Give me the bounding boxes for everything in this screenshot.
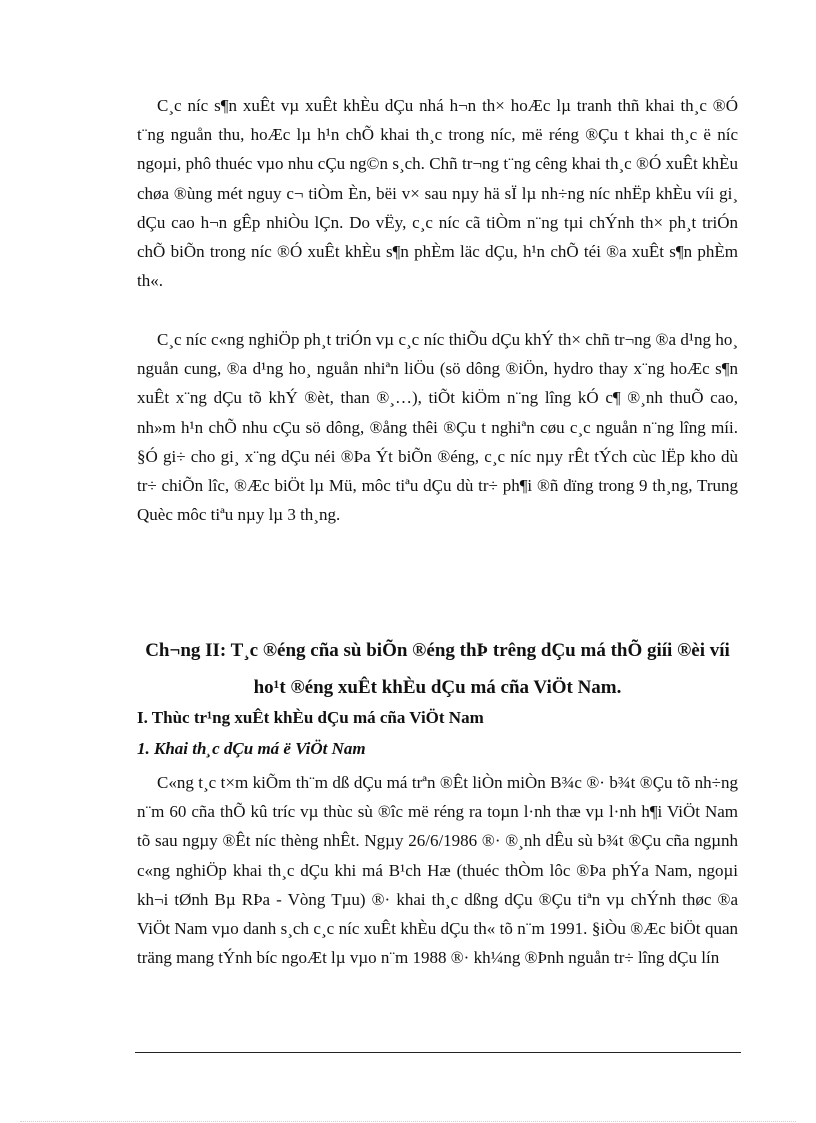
footer-divider bbox=[135, 1052, 741, 1053]
body-paragraph-oil-exporters: C¸c níc s¶n xuÊt vµ xuÊt khÈu dÇu nhá h¬n th× hoÆc lµ tranh thñ khai th¸c ®Ó t¨ng nguån thu, hoÆc lµ h¹n chÕ khai th¸c trong níc, më réng ®Çu t khai th¸c ë níc ngoµi, phô thuéc vµo nhu cÇu ng©n s¸ch. Chñ tr¬ng t¨ng cêng khai th¸c ®Ó xuÊt khÈu chøa ®ùng mét nguy c¬ tiÒm Èn, bëi v× sau nµy hä sÏ lµ nh÷ng níc nhËp khÈu víi gi¸ dÇu cao h¬n gÊp nhiÒu lÇn. Do vËy, c¸c níc cã tiÒm n¨ng tµi chÝnh th× ph¸t triÓn chÕ biÕn trong níc ®Ó xuÊt khÈu s¶n phÈm läc dÇu, h¹n chÕ téi ®a xuÊt s¶n phÈm th«. bbox=[137, 96, 738, 291]
section-heading: I. Thùc tr¹ng xuÊt khÈu dÇu má cña ViÖt Nam bbox=[137, 708, 484, 727]
page-bottom-edge bbox=[20, 1121, 796, 1122]
body-paragraph-vietnam-exploration: C«ng t¸c t×m kiÕm th¨m dß dÇu má trªn ®Êt liÒn miÒn B¾c ®· b¾t ®Çu tõ nh÷ng n¨m 60 cña thÕ kû tríc vµ thùc sù ®îc më réng ra toµn l·nh thæ vµ l·nh h¶i ViÖt Nam tõ sau ngµy ®Êt níc thèng nhÊt. Ngµy 26/6/1986 ®· ®¸nh dÊu sù b¾t ®Çu cña ngµnh c«ng nghiÖp khai th¸c dÇu khi má B¹ch Hæ (thuéc thÒm lôc ®Þa phÝa Nam, ngoµi kh¬i tØnh Bµ RÞa - Vòng Tµu) ®· khai th¸c dßng dÇu ®Çu tiªn vµ chÝnh thøc ®a ViÖt Nam vµo danh s¸ch c¸c níc xuÊt khÈu dÇu th« tõ n¨m 1991. §iÒu ®Æc biÖt quan träng mang tÝnh bíc ngoÆt lµ vµo n¨m 1988 ®· kh¼ng ®Þnh nguån tr÷ lîng dÇu lín bbox=[137, 773, 738, 968]
subsection-heading: 1. Khai th¸c dÇu má ë ViÖt Nam bbox=[137, 739, 366, 758]
chapter-heading: Ch¬ng II: T¸c ®éng cña sù biÕn ®éng thÞ trêng dÇu má thÕ giíi ®èi víi ho¹t ®éng xuÊt khÈu dÇu má cña ViÖt Nam. bbox=[145, 640, 730, 698]
body-paragraph-industrial-countries: C¸c níc c«ng nghiÖp ph¸t triÓn vµ c¸c níc thiÕu dÇu khÝ th× chñ tr¬ng ®a d¹ng ho¸ nguån cung, ®a d¹ng ho¸ nguån nhiªn liÖu (sö dông ®iÖn, hydro thay x¨ng hoÆc s¶n xuÊt x¨ng dÇu tõ khÝ ®èt, than ®¸…), tiÕt kiÖm n¨ng lîng kÓ c¶ ®¸nh thuÕ cao, nh»m h¹n chÕ nhu cÇu sö dông, ®ång thêi ®Çu t nghiªn cøu c¸c nguån n¨ng lîng míi. §Ó gi÷ cho gi¸ x¨ng dÇu néi ®Þa Ýt biÕn ®éng, c¸c níc nµy rÊt tÝch cùc lËp kho dù tr÷ chiÕn lîc, ®Æc biÖt lµ Mü, môc tiªu dÇu dù tr÷ ph¶i ®ñ dïng trong 9 th¸ng, Trung Quèc môc tiªu nµy lµ 3 th¸ng. bbox=[137, 330, 738, 525]
